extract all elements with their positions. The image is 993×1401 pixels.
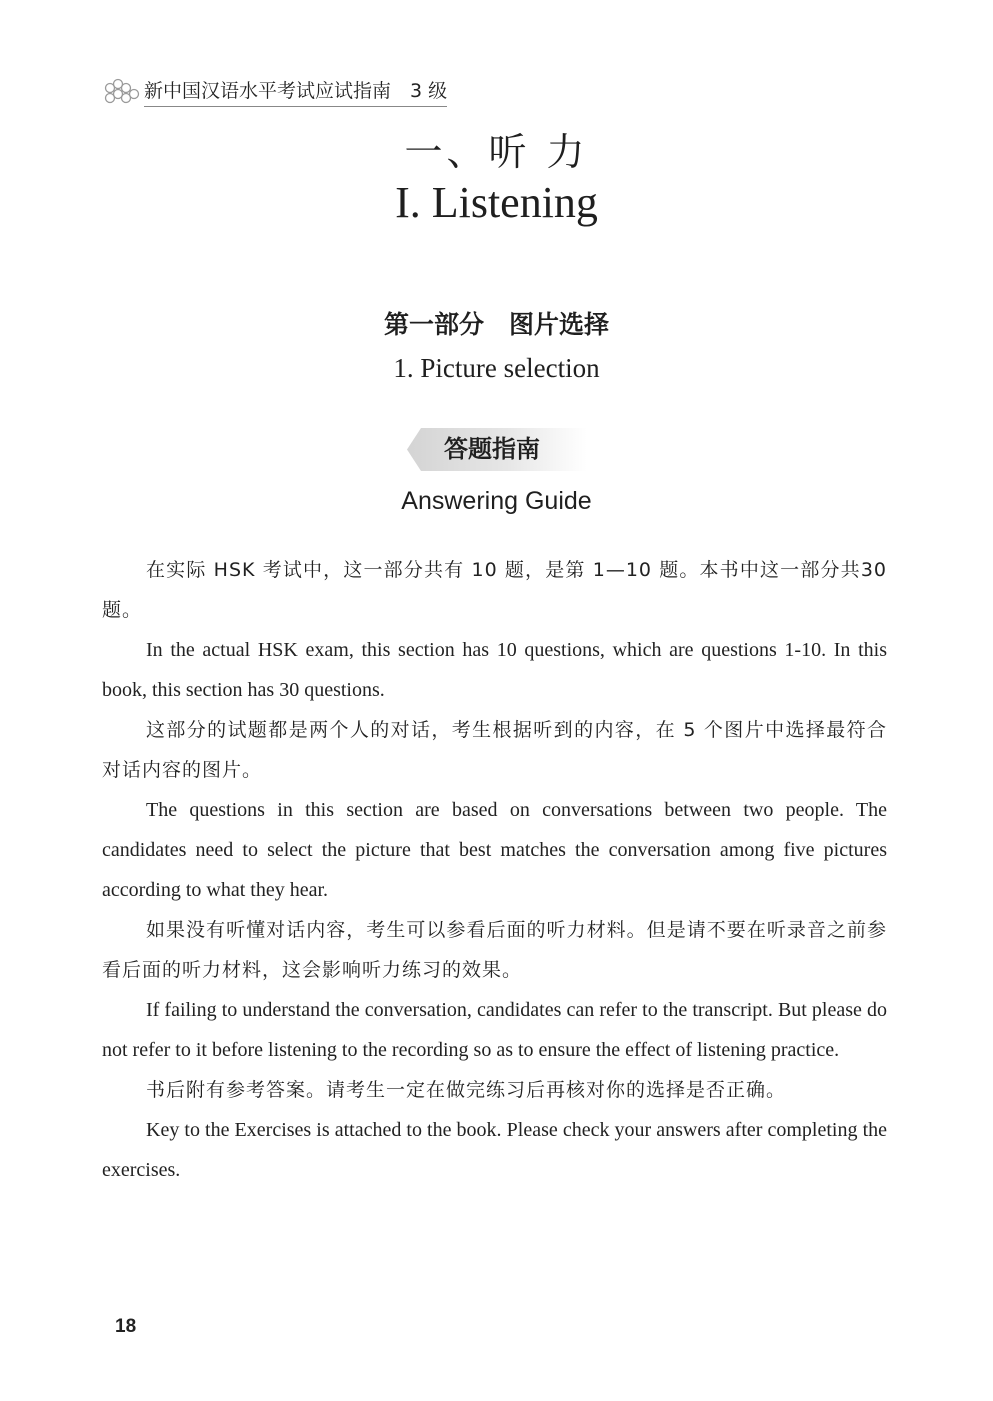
- guide-badge-label: 答题指南: [444, 435, 540, 463]
- hexagon-logo-icon: [102, 72, 142, 112]
- paragraph-cn: 书后附有参考答案。请考生一定在做完练习后再核对你的选择是否正确。: [146, 1079, 787, 1101]
- paragraph-cn: 如果没有听懂对话内容，考生可以参看后面的听力材料。但是请不要在听录音之前参看后面的听力材料，这会影响听力练习的效果。: [102, 919, 887, 981]
- paragraph-en: If failing to understand the conversation, candidates can refer to the transcript. But please do not refer to it before listening to the recording so as to ensure the effect of listening practice.: [102, 999, 887, 1061]
- section-title-cn: 第一部分 图片选择: [383, 310, 609, 339]
- paragraph-en: Key to the Exercises is attached to the book. Please check your answers after completing the exercises.: [102, 1119, 887, 1181]
- book-title: 新中国汉语水平考试应试指南 3 级: [144, 78, 447, 107]
- guide-body: [102, 550, 887, 1190]
- paragraph-cn: 这部分的试题都是两个人的对话，考生根据听到的内容，在 5 个图片中选择最符合对话内容的图片。: [102, 719, 887, 781]
- section-title-en: 1. Picture selection: [393, 353, 600, 383]
- chapter-title-cn: 一、听 力: [404, 130, 589, 174]
- paragraph-en: The questions in this section are based on conversations between two people. The candidates need to select the picture that best matches the conversation among five pictures according to what they hear.: [102, 799, 887, 901]
- page-number: 18: [115, 1316, 137, 1337]
- paragraph-en: In the actual HSK exam, this section has 10 questions, which are questions 1-10. In this book, this section has 30 questions.: [102, 639, 887, 701]
- chapter-title-en: I. Listening: [395, 178, 598, 227]
- paragraph-cn: 在实际 HSK 考试中，这一部分共有 10 题，是第 1—10 题。本书中这一部分共30 题。: [102, 559, 887, 621]
- running-header: [102, 72, 447, 112]
- guide-title-en: Answering Guide: [401, 487, 592, 515]
